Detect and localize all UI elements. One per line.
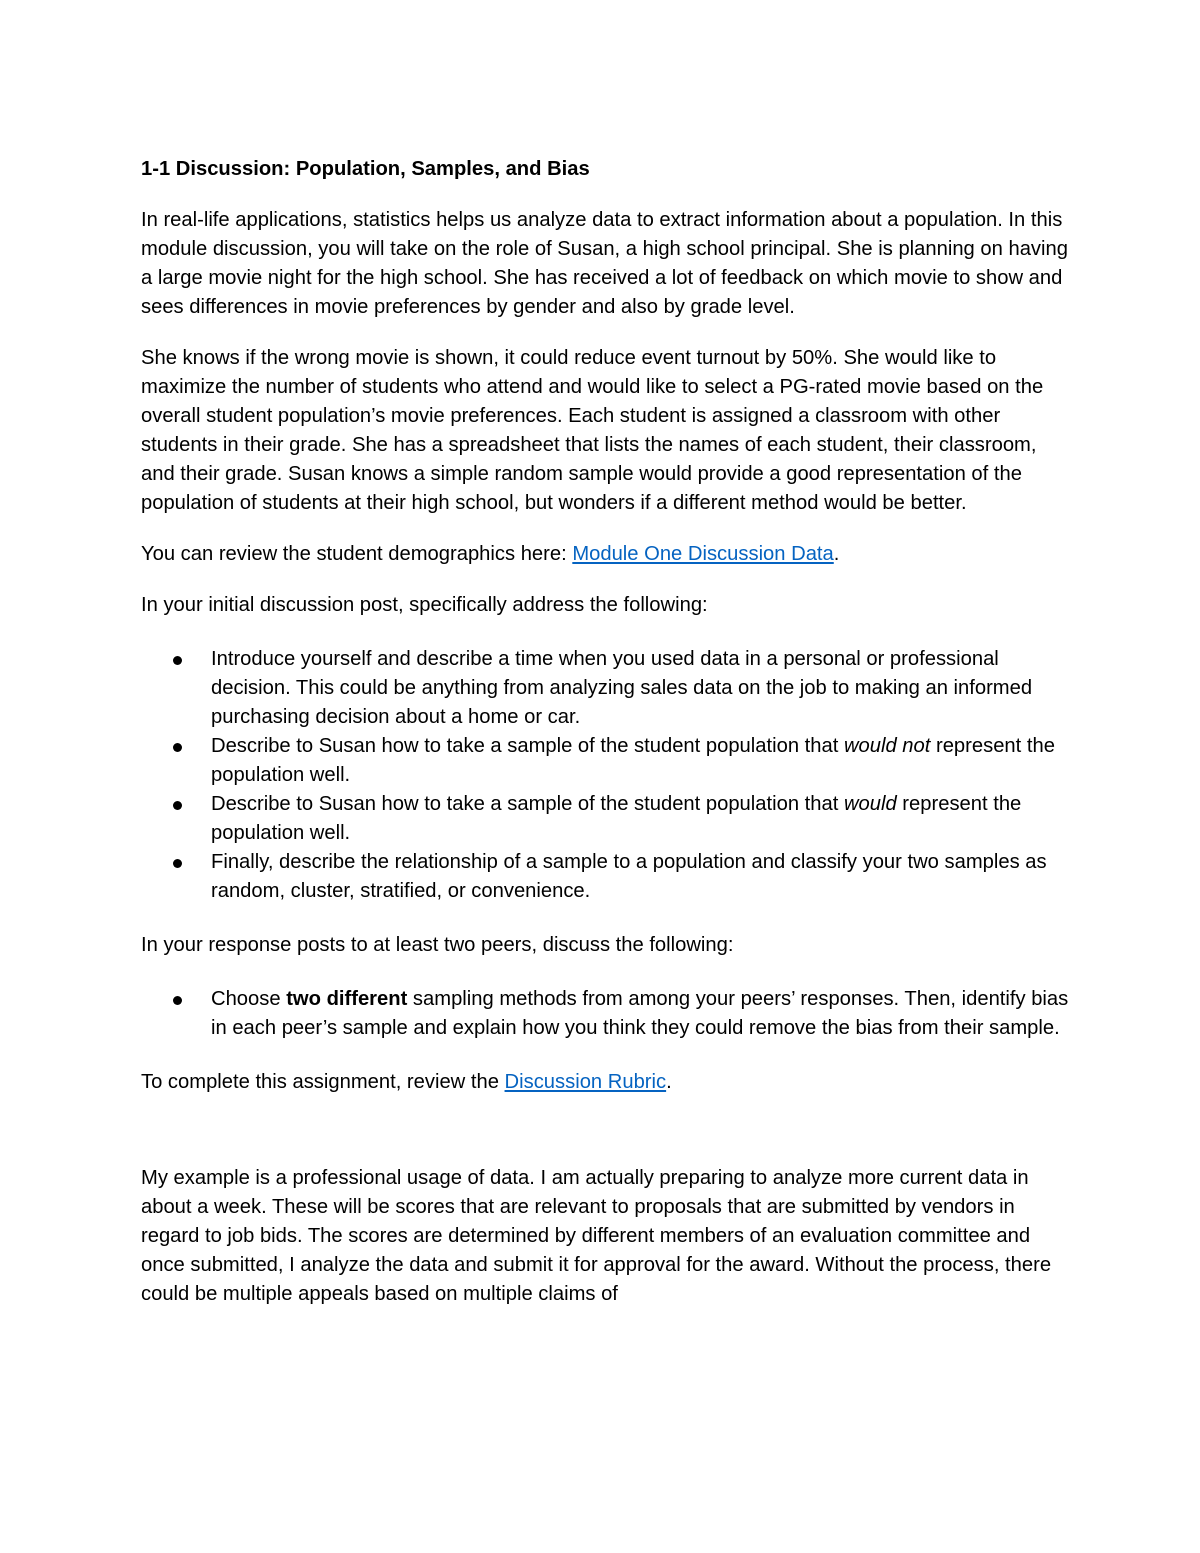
list-item (141, 732, 1071, 790)
module-data-link[interactable]: Module One Discussion Data (572, 543, 834, 565)
list-item-text: Describe to Susan how to take a sample of the student population that (211, 793, 844, 815)
review-period: . (833, 543, 840, 565)
list-item (141, 790, 1071, 848)
answer-paragraph: My example is a professional usage of data. I am actually preparing to analyze more current data in about a week. These will be scores that are relevant to proposals that are submitted by vendors in regard to job bids. The scores are determined by different members of an evaluation committee and once submitted, I analyze the data and submit it for approval for the award. Without the process, there could be multiple appeals based on multiple claims of (141, 1167, 1052, 1305)
spacer (141, 1119, 1071, 1164)
list-item-text: sampling methods from among your peers’ responses. Then, identify bias in each peer’s sample and explain how you think they could remove the bias from their sample. (211, 988, 1069, 1039)
response-post-heading: In your response posts to at least two peers, discuss the following: (141, 934, 734, 956)
document-page (141, 154, 1071, 1331)
review-text: You can review the student demographics here: (141, 543, 573, 565)
discussion-rubric-link[interactable]: Discussion Rubric (504, 1071, 667, 1093)
list-item-text: Finally, describe the relationship of a sample to a population and classify your two samples as random, cluster, stratified, or convenience. (211, 851, 1047, 902)
complete-paragraph (141, 1068, 1071, 1097)
bullet-icon (173, 656, 182, 665)
bullet-icon (173, 996, 182, 1005)
list-item-emphasis: would not (843, 735, 931, 757)
list-item (141, 645, 1071, 732)
review-paragraph (141, 540, 1071, 569)
list-item (141, 848, 1071, 906)
response-post-list (141, 985, 1071, 1043)
scenario-paragraph: She knows if the wrong movie is shown, it could reduce event turnout by 50%. She would like to maximize the number of students who attend and would like to select a PG-rated movie based on the overall student population’s movie preferences. Each student is assigned a classroom with other students in their grade. She has a spreadsheet that lists the names of each student, their classroom, and their grade. Susan knows a simple random sample would provide a good representation of the population of students at their high school, but wonders if a different method would be better. (141, 347, 1044, 514)
page-title: 1-1 Discussion: Population, Samples, and Bias (141, 158, 590, 180)
list-item-text: represent the population well. (211, 793, 1022, 844)
list-item-text: Choose (211, 988, 287, 1010)
list-item-bold: two different (286, 988, 408, 1010)
list-item-text: Describe to Susan how to take a sample of the student population that (211, 735, 844, 757)
bullet-icon (173, 743, 182, 752)
initial-post-heading: In your initial discussion post, specifically address the following: (141, 594, 708, 616)
bullet-icon (173, 859, 182, 868)
list-item-emphasis: would (843, 793, 897, 815)
complete-period: . (666, 1071, 672, 1093)
initial-post-list (141, 645, 1071, 906)
bullet-icon (173, 801, 182, 810)
list-item-text: represent the population well. (211, 735, 1055, 786)
complete-text: To complete this assignment, review the (141, 1071, 505, 1093)
list-item (141, 985, 1071, 1043)
intro-paragraph: In real-life applications, statistics helps us analyze data to extract information about a population. In this module discussion, you will take on the role of Susan, a high school principal. She is planning on having a large movie night for the high school. She has received a lot of feedback on which movie to show and sees differences in movie preferences by gender and also by grade level. (141, 209, 1068, 318)
list-item-text: Introduce yourself and describe a time when you used data in a personal or professional decision. This could be anything from analyzing sales data on the job to making an informed purchasing decision about a home or car. (211, 648, 1033, 728)
